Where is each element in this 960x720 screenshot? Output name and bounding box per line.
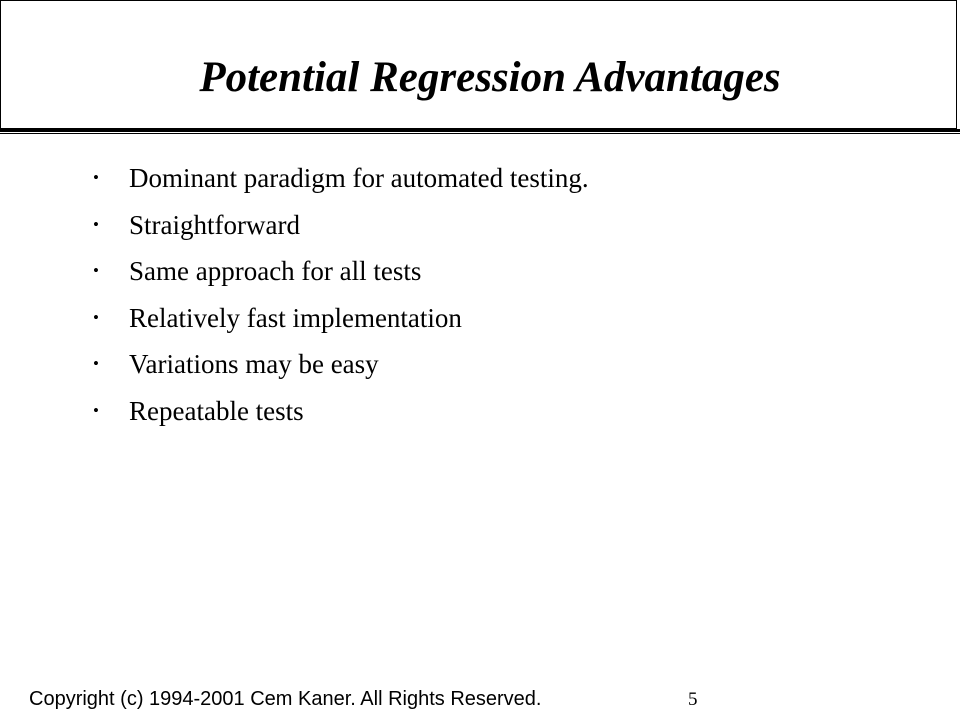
- bullet-dot-icon: •: [93, 354, 99, 374]
- slide-title: Potential Regression Advantages: [199, 54, 781, 101]
- bullet-text: Straightforward: [129, 209, 300, 240]
- title-underline-thin: [0, 133, 960, 134]
- bullet-dot-icon: •: [93, 214, 99, 234]
- bullet-dot-icon: •: [93, 261, 99, 281]
- bullet-text: Relatively fast implementation: [129, 302, 462, 333]
- bullet-dot-icon: •: [93, 307, 99, 327]
- bullet-text: Variations may be easy: [129, 349, 379, 380]
- bullet-text: Dominant paradigm for automated testing.: [129, 163, 589, 193]
- page-number: 5: [688, 689, 698, 710]
- title-underline-thick: [0, 129, 960, 132]
- copyright-notice: Copyright (c) 1994-2001 Cem Kaner. All Rights Reserved.: [29, 688, 542, 710]
- bullet-dot-icon: •: [93, 168, 99, 187]
- bullet-dot-icon: •: [93, 400, 99, 420]
- bullet-text: Repeatable tests: [129, 395, 304, 426]
- bullet-text: Same approach for all tests: [129, 256, 422, 287]
